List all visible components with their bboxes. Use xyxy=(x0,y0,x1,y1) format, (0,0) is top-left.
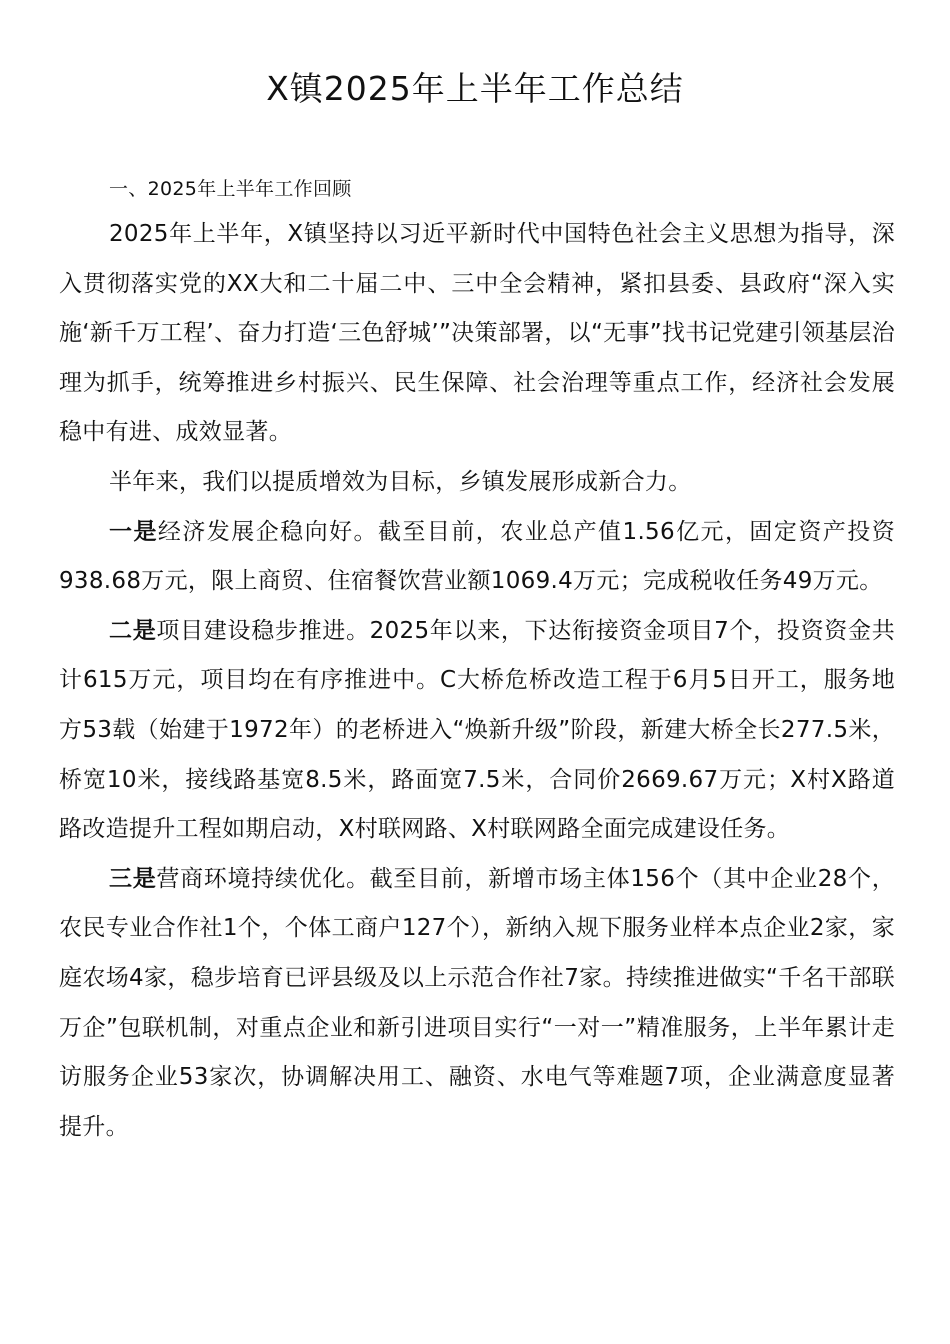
document-body xyxy=(59,168,895,1152)
summary-paragraph: 半年来，我们以提质增效为目标，乡镇发展形成新合力。 xyxy=(109,468,692,495)
document-title: X镇2025年上半年工作总结 xyxy=(266,69,684,108)
point-paragraph-3 xyxy=(59,855,895,1153)
point-lead: 一是 xyxy=(109,518,158,545)
point-text: 经济发展企稳向好。截至目前，农业总产值1.56亿元，固定资产投资938.68万元，限上商贸、住宿餐饮营业额1069.4万元；完成税收任务49万元。 xyxy=(59,518,895,595)
point-lead: 二是 xyxy=(109,617,157,644)
point-paragraph-2 xyxy=(59,607,895,855)
intro-paragraph: 2025年上半年，X镇坚持以习近平新时代中国特色社会主义思想为指导，深入贯彻落实党的XX大和二十届二中、三中全会精神，紧扣县委、县政府“深入实施‘新千万工程’、奋力打造‘三色舒城’”决策部署，以“无事”找书记党建引领基层治理为抓手，统筹推进乡村振兴、民生保障、社会治理等重点工作，经济社会发展稳中有进、成效显著。 xyxy=(59,221,895,446)
point-text: 营商环境持续优化。截至目前，新增市场主体156个（其中企业28个，农民专业合作社1个，个体工商户127个），新纳入规下服务业样本点企业2家，家庭农场4家，稳步培育已评县级及以上示范合作社7家。持续推进做实“千名干部联万企”包联机制，对重点企业和新引进项目实行“一对一”精准服务，上半年累计走访服务企业53家次，协调解决用工、融资、水电气等难题7项，企业满意度显著提升。 xyxy=(59,865,895,1140)
point-lead: 三是 xyxy=(109,865,157,892)
point-text: 项目建设稳步推进。2025年以来，下达衔接资金项目7个，投资资金共计615万元，项目均在有序推进中。C大桥危桥改造工程于6月5日开工，服务地方53载（始建于1972年）的老桥进入“焕新升级”阶段，新建大桥全长277.5米，桥宽10米，接线路基宽8.5米，路面宽7.5米，合同价2669.67万元；X村X路道路改造提升工程如期启动，X村联网路、X村联网路全面完成建设任务。 xyxy=(59,617,895,843)
section-heading: 一、2025年上半年工作回顾 xyxy=(109,178,352,200)
point-paragraph-1 xyxy=(59,508,895,607)
